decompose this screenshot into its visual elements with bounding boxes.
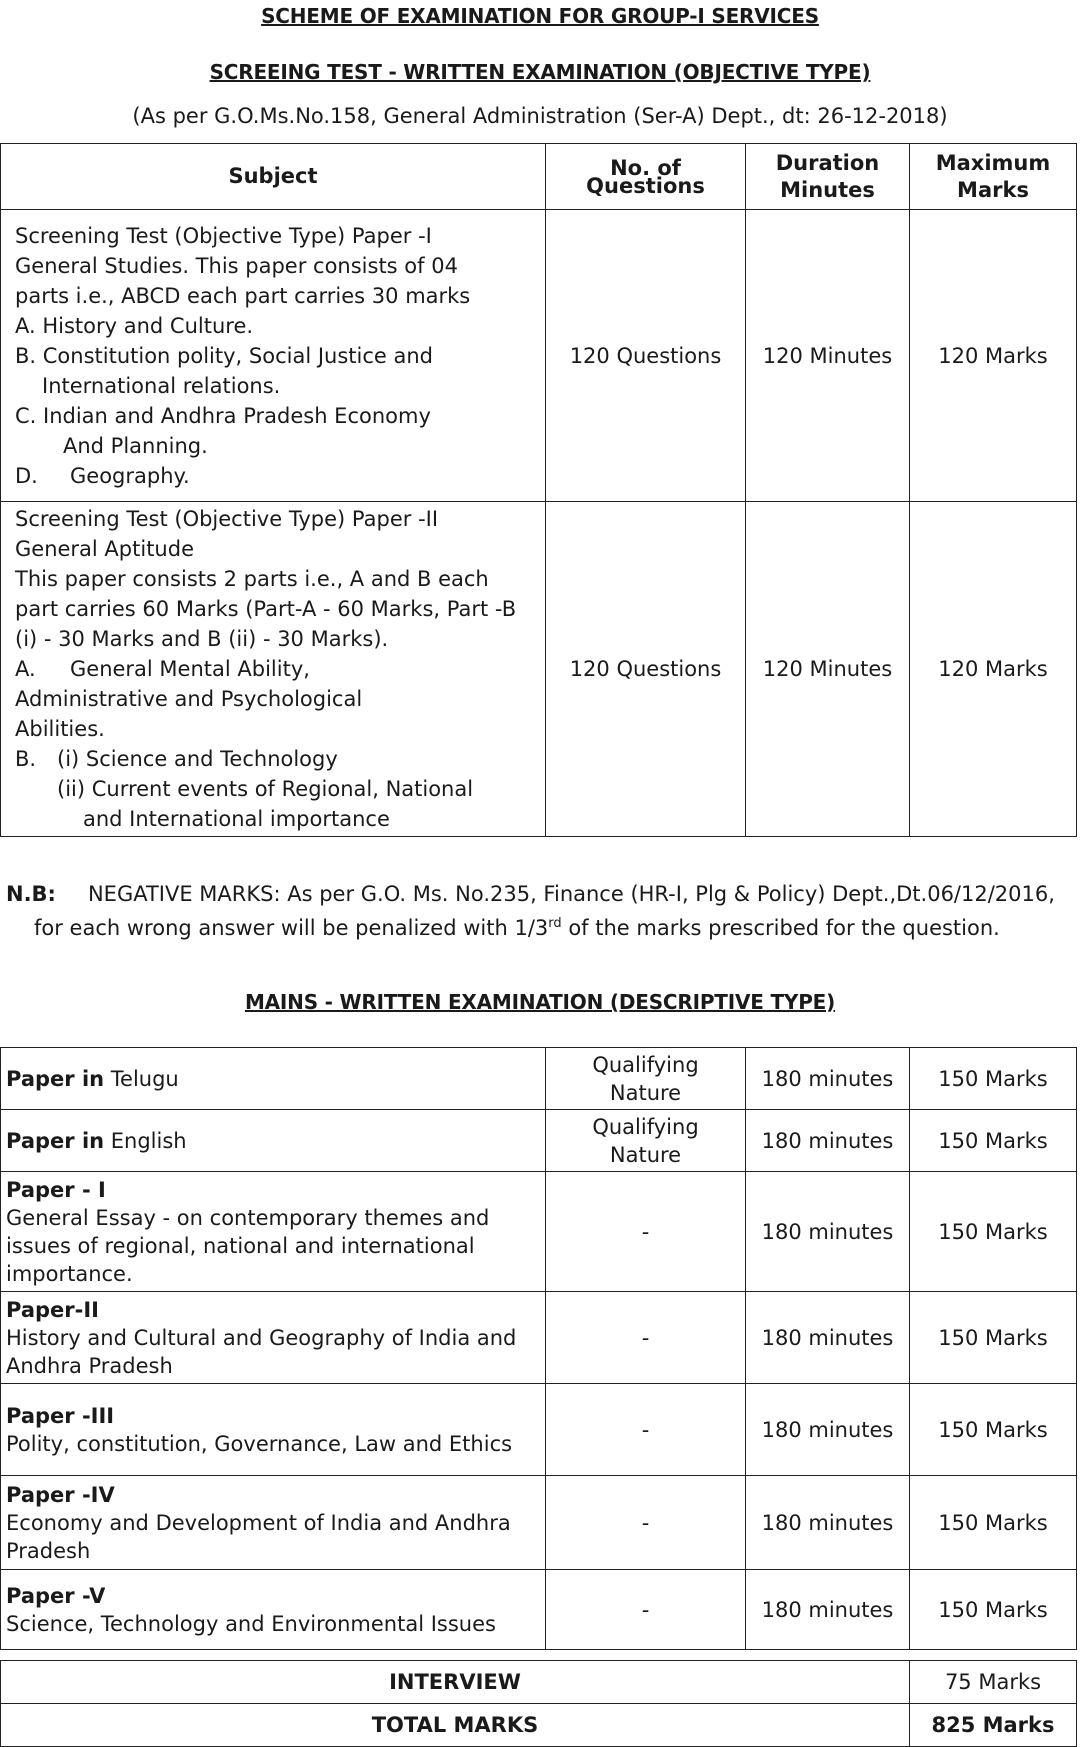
paper1-part-c-cont: And Planning. (63, 433, 208, 458)
paper2-part-a (15, 654, 537, 684)
mains-nature: - (546, 1570, 746, 1650)
paper2-questions: 120 Questions (546, 502, 746, 837)
mains-row-paper3 (1, 1384, 1077, 1476)
paper1-part-a: A. History and Culture. (15, 313, 254, 338)
paper-name-bold: Paper -IV (6, 1482, 115, 1507)
screening-header-row (1, 144, 1077, 210)
screening-row-paper2 (1, 502, 1077, 837)
header-questions-line2: Questions (586, 173, 705, 198)
paper1-subject (1, 210, 546, 502)
mains-row-paper1 (1, 1172, 1077, 1292)
paper-name-bold: Paper in (6, 1128, 105, 1153)
screening-table (0, 143, 1077, 837)
paper-name-bold: Paper in (6, 1066, 105, 1091)
note-line1: NEGATIVE MARKS: As per G.O. Ms. No.235, Finance (HR-I, Plg & Policy) Dept.,Dt.06/12/2016, (87, 882, 1055, 906)
mains-nature (546, 1048, 746, 1110)
paper1-questions: 120 Questions (546, 210, 746, 502)
paper2-part-b (15, 744, 537, 774)
paper2-duration: 120 Minutes (746, 502, 910, 837)
paper-name-bold: Paper-II (6, 1297, 99, 1322)
note-line2 (6, 909, 1080, 943)
paper2-subject (1, 502, 546, 837)
mains-table (0, 1047, 1077, 1747)
header-duration-line1: Duration (775, 151, 880, 176)
paper1-marks: 120 Marks (910, 210, 1077, 502)
header-questions (546, 144, 746, 210)
mains-paper-name (1, 1048, 546, 1110)
note-line2-post: of the marks prescribed for the question. (561, 916, 1000, 940)
mains-spacer-row (1, 1650, 1077, 1661)
nature-line1: Qualifying (592, 1114, 699, 1139)
mains-paper-name (1, 1570, 546, 1650)
mains-row-paper5 (1, 1570, 1077, 1650)
mains-marks: 150 Marks (910, 1172, 1077, 1292)
paper1-part-d (15, 461, 537, 491)
paper1-part-d-text: Geography. (70, 463, 190, 488)
paper2-part-a-text: General Mental Ability, (70, 657, 310, 681)
total-marks: 825 Marks (910, 1704, 1077, 1747)
mains-paper-name (1, 1110, 546, 1172)
nature-line2: Nature (609, 1142, 682, 1167)
mains-marks: 150 Marks (910, 1384, 1077, 1476)
paper1-line: parts i.e., ABCD each part carries 30 marks (15, 283, 471, 308)
paper2-line: (i) - 30 Marks and B (ii) - 30 Marks). (15, 627, 389, 651)
paper1-part-c: C. Indian and Andhra Pradesh Economy (15, 403, 431, 428)
paper2-part-a-cont: Administrative and Psychological (15, 687, 363, 711)
mains-paper-name (1, 1384, 546, 1476)
interview-marks: 75 Marks (910, 1661, 1077, 1704)
mains-nature: - (546, 1292, 746, 1384)
paper2-part-b-i: (i) Science and Technology (57, 747, 338, 771)
paper1-part-b-cont: International relations. (42, 373, 281, 398)
mains-marks: 150 Marks (910, 1476, 1077, 1570)
paper2-part-a-letter: A. (15, 657, 36, 681)
paper2-line: part carries 60 Marks (Part-A - 60 Marks, Part -B (15, 597, 517, 621)
mains-nature: - (546, 1476, 746, 1570)
mains-row-english (1, 1110, 1077, 1172)
mains-heading: MAINS - WRITTEN EXAMINATION (DESCRIPTIVE TYPE) (244, 990, 836, 1014)
mains-row-interview (1, 1661, 1077, 1704)
nature-line1: Qualifying (592, 1052, 699, 1077)
mains-duration: 180 minutes (746, 1570, 910, 1650)
paper2-line: This paper consists 2 parts i.e., A and B each (15, 567, 489, 591)
paper-description: History and Cultural and Geography of India and Andhra Pradesh (6, 1325, 517, 1378)
paper-name-rest: English (104, 1128, 187, 1153)
paper2-part-a-cont2: Abilities. (15, 717, 105, 741)
mains-duration: 180 minutes (746, 1476, 910, 1570)
mains-nature: - (546, 1384, 746, 1476)
header-subject: Subject (1, 144, 546, 210)
note-superscript: rd (548, 916, 562, 931)
paper1-line: General Studies. This paper consists of 04 (15, 253, 458, 278)
mains-marks: 150 Marks (910, 1048, 1077, 1110)
screening-heading: SCREEING TEST - WRITTEN EXAMINATION (OBJECTIVE TYPE) (209, 60, 871, 84)
paper2-part-b-letter: B. (15, 747, 37, 771)
paper-name-bold: Paper -III (6, 1403, 115, 1428)
total-label: TOTAL MARKS (1, 1704, 910, 1747)
mains-duration: 180 minutes (746, 1292, 910, 1384)
paper-name-bold: Paper -V (6, 1583, 106, 1608)
paper2-part-b-ii: (ii) Current events of Regional, National (57, 777, 474, 801)
paper2-part-b-ii-cont: and International importance (83, 807, 390, 831)
mains-duration: 180 minutes (746, 1172, 910, 1292)
paper-description: Polity, constitution, Governance, Law and Ethics (6, 1431, 513, 1456)
nature-line2: Nature (609, 1080, 682, 1105)
header-marks (910, 144, 1077, 210)
mains-row-telugu (1, 1048, 1077, 1110)
header-questions-line1: No. of (610, 155, 681, 180)
mains-paper-name (1, 1476, 546, 1570)
screening-row-paper1 (1, 210, 1077, 502)
mains-marks: 150 Marks (910, 1110, 1077, 1172)
mains-duration: 180 minutes (746, 1384, 910, 1476)
mains-marks: 150 Marks (910, 1570, 1077, 1650)
paper1-duration: 120 Minutes (746, 210, 910, 502)
paper1-line: Screening Test (Objective Type) Paper -I (15, 223, 432, 248)
paper2-marks: 120 Marks (910, 502, 1077, 837)
header-duration (746, 144, 910, 210)
mains-marks: 150 Marks (910, 1292, 1077, 1384)
mains-row-paper4 (1, 1476, 1077, 1570)
go-reference: (As per G.O.Ms.No.158, General Administration (Ser-A) Dept., dt: 26-12-2018) (132, 104, 948, 128)
paper-description: General Essay - on contemporary themes and issues of regional, national and international importance. (6, 1205, 490, 1286)
mains-duration: 180 minutes (746, 1048, 910, 1110)
paper1-part-d-letter: D. (15, 463, 38, 488)
mains-duration: 180 minutes (746, 1110, 910, 1172)
paper2-line: General Aptitude (15, 537, 194, 561)
paper2-line: Screening Test (Objective Type) Paper -II (15, 507, 439, 531)
paper-description: Economy and Development of India and Andhra Pradesh (6, 1510, 511, 1563)
mains-nature (546, 1110, 746, 1172)
spacer-cell (1, 1650, 1077, 1661)
paper1-part-b: B. Constitution polity, Social Justice and (15, 343, 433, 368)
header-marks-line1: Maximum (935, 151, 1051, 176)
mains-row-total (1, 1704, 1077, 1747)
header-duration-line2: Minutes (780, 177, 875, 202)
header-marks-line2: Marks (957, 177, 1029, 202)
mains-nature: - (546, 1172, 746, 1292)
negative-marks-note (6, 880, 1080, 943)
note-label: N.B: (6, 882, 56, 906)
paper-name-rest: Telugu (104, 1066, 179, 1091)
mains-paper-name (1, 1292, 546, 1384)
paper-name-bold: Paper - I (6, 1177, 106, 1202)
interview-label: INTERVIEW (1, 1661, 910, 1704)
note-line2-pre: for each wrong answer will be penalized with 1/3 (34, 916, 549, 940)
paper-description: Science, Technology and Environmental Issues (6, 1611, 496, 1636)
page-title: SCHEME OF EXAMINATION FOR GROUP-I SERVICES (261, 4, 819, 28)
mains-row-paper2 (1, 1292, 1077, 1384)
mains-paper-name (1, 1172, 546, 1292)
